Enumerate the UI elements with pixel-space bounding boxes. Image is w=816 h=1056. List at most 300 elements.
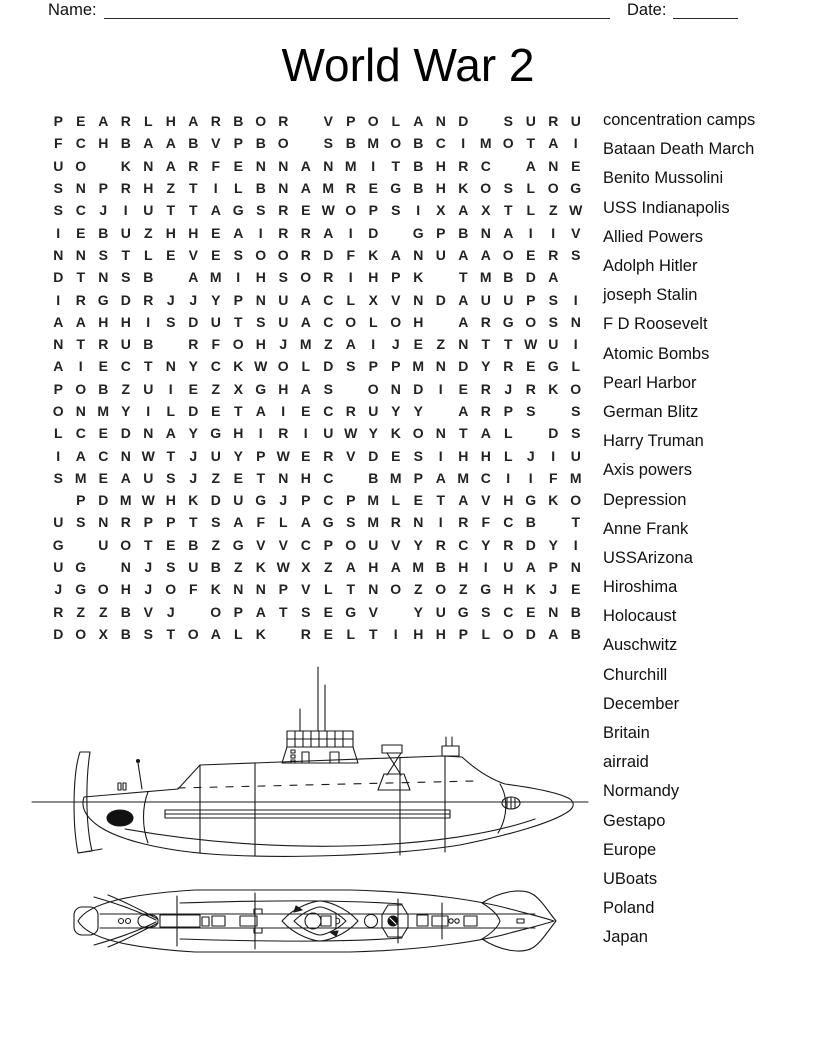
grid-cell: M	[344, 157, 357, 174]
grid-cell: O	[367, 113, 379, 130]
word-list	[603, 106, 755, 952]
grid-cell: I	[348, 269, 353, 286]
word-list-item: Allied Powers	[603, 227, 703, 246]
grid-cell: D	[435, 291, 446, 308]
grid-cell: L	[526, 180, 536, 197]
grid-cell: U	[188, 559, 199, 576]
grid-cell: R	[458, 514, 469, 531]
grid-cell: J	[549, 581, 558, 598]
grid-cell	[47, 489, 70, 511]
grid-cell: L	[391, 113, 401, 130]
grid-cell: D	[120, 291, 131, 308]
grid-cell	[272, 623, 295, 645]
grid-cell: I	[573, 336, 578, 353]
grid-cell: H	[458, 559, 469, 576]
grid-cell: I	[438, 514, 443, 531]
grid-cell: J	[279, 336, 288, 353]
grid-cell: E	[211, 224, 221, 241]
grid-cell: S	[526, 403, 536, 419]
grid-cell: T	[76, 336, 86, 353]
grid-cell: B	[435, 559, 446, 576]
grid-cell	[475, 110, 498, 132]
grid-cell: Y	[481, 358, 491, 375]
grid-cell: S	[548, 313, 558, 330]
grid-cell	[182, 601, 205, 623]
grid-cell: O	[75, 625, 87, 642]
grid-cell: L	[143, 113, 153, 130]
grid-cell: A	[458, 202, 469, 219]
grid-cell: N	[458, 336, 469, 353]
grid-cell: U	[143, 202, 154, 219]
grid-cell: D	[548, 425, 559, 442]
grid-cell: Z	[121, 380, 131, 397]
grid-cell: S	[571, 425, 581, 442]
grid-cell: T	[166, 447, 176, 464]
grid-cell: P	[233, 291, 243, 308]
grid-cell: S	[548, 291, 558, 308]
grid-cell: D	[120, 425, 131, 442]
grid-cell: R	[75, 291, 86, 308]
grid-cell: V	[368, 603, 378, 620]
grid-cell: S	[413, 447, 423, 464]
grid-cell: D	[525, 269, 536, 286]
grid-cell: R	[120, 180, 131, 197]
grid-cell: G	[97, 291, 109, 308]
grid-cell: R	[278, 425, 289, 442]
grid-cell: D	[188, 313, 199, 330]
grid-cell: Y	[188, 358, 198, 375]
grid-cell: L	[233, 625, 243, 642]
grid-cell: K	[525, 581, 536, 598]
grid-cell: U	[53, 559, 64, 576]
grid-cell: N	[75, 246, 86, 263]
grid-cell: S	[256, 313, 266, 330]
grid-cell: L	[166, 403, 176, 419]
grid-cell: N	[570, 559, 581, 576]
grid-cell: N	[480, 224, 491, 241]
grid-cell: J	[391, 336, 400, 353]
grid-cell: H	[188, 224, 199, 241]
grid-cell	[70, 534, 93, 556]
grid-cell: R	[188, 157, 199, 174]
grid-cell: U	[53, 157, 64, 174]
grid-cell: J	[166, 603, 175, 620]
grid-cell: N	[143, 157, 154, 174]
grid-cell: C	[480, 157, 491, 174]
grid-cell: P	[143, 514, 153, 531]
grid-cell: N	[53, 246, 64, 263]
grid-cell: R	[98, 336, 109, 353]
grid-cell: C	[323, 313, 334, 330]
grid-cell: R	[278, 224, 289, 241]
submarine-plan-view	[74, 890, 556, 952]
grid-cell: O	[345, 202, 357, 219]
grid-cell: V	[323, 113, 333, 130]
name-blank-line	[104, 18, 610, 19]
grid-cell: F	[548, 469, 558, 486]
grid-cell: K	[458, 180, 469, 197]
grid-cell: O	[75, 380, 87, 397]
grid-cell: I	[281, 403, 286, 419]
grid-cell: T	[458, 425, 468, 442]
grid-cell: L	[323, 581, 333, 598]
grid-cell: C	[75, 135, 86, 152]
grid-cell: N	[120, 447, 131, 464]
grid-cell: U	[143, 469, 154, 486]
grid-cell: Z	[458, 581, 468, 598]
grid-cell: E	[98, 425, 108, 442]
grid-cell: T	[166, 202, 176, 219]
grid-cell: T	[256, 469, 266, 486]
grid-cell: Z	[323, 336, 333, 353]
grid-cell: H	[165, 492, 176, 509]
grid-cell: M	[74, 469, 87, 486]
grid-cell: W	[321, 202, 335, 219]
grid-cell: I	[303, 425, 308, 442]
grid-cell: R	[480, 403, 491, 419]
grid-cell: G	[502, 313, 514, 330]
grid-cell: H	[255, 269, 266, 286]
grid-cell: F	[211, 336, 221, 353]
grid-cell: K	[188, 492, 199, 509]
grid-cell: L	[503, 425, 513, 442]
grid-cell	[340, 467, 363, 489]
grid-cell: T	[143, 358, 153, 375]
grid-cell	[542, 511, 565, 533]
grid-cell: M	[322, 180, 335, 197]
grid-cell: S	[166, 559, 176, 576]
grid-cell: B	[143, 269, 154, 286]
grid-cell: W	[569, 202, 583, 219]
grid-cell: D	[525, 536, 536, 553]
grid-cell: T	[526, 135, 536, 152]
grid-cell: T	[188, 514, 198, 531]
grid-cell: O	[300, 269, 312, 286]
grid-cell: C	[323, 291, 334, 308]
grid-cell: V	[391, 291, 401, 308]
grid-cell: I	[393, 625, 398, 642]
grid-cell: I	[146, 403, 151, 419]
grid-cell: L	[346, 291, 356, 308]
grid-cell: A	[480, 246, 491, 263]
grid-cell: E	[166, 246, 176, 263]
grid-cell: P	[346, 492, 356, 509]
grid-cell: S	[53, 469, 63, 486]
grid-cell: T	[391, 157, 401, 174]
grid-cell: P	[368, 358, 378, 375]
grid-cell: A	[210, 202, 221, 219]
grid-cell: T	[188, 202, 198, 219]
grid-cell: V	[481, 492, 491, 509]
grid-cell: M	[209, 269, 222, 286]
grid-cell: R	[548, 246, 559, 263]
grid-cell: T	[143, 536, 153, 553]
grid-cell: O	[232, 336, 244, 353]
grid-cell: A	[548, 625, 559, 642]
grid-cell: A	[458, 403, 469, 419]
word-list-item: concentration camps	[603, 111, 756, 130]
grid-cell: O	[570, 380, 582, 397]
grid-cell: R	[503, 536, 514, 553]
grid-cell: Z	[548, 202, 558, 219]
grid-cell: P	[98, 180, 108, 197]
grid-cell: O	[277, 358, 289, 375]
grid-cell: I	[551, 224, 556, 241]
grid-cell: X	[233, 380, 243, 397]
grid-cell: B	[210, 559, 221, 576]
word-list-item: Britain	[603, 724, 650, 743]
grid-cell: U	[278, 291, 289, 308]
grid-cell: N	[368, 581, 379, 598]
grid-cell: N	[98, 269, 109, 286]
grid-cell: I	[213, 180, 218, 197]
grid-cell: B	[345, 135, 356, 152]
grid-cell: L	[571, 358, 581, 375]
grid-cell: B	[233, 113, 244, 130]
grid-cell: U	[98, 536, 109, 553]
grid-cell: I	[371, 157, 376, 174]
grid-cell: O	[255, 113, 267, 130]
grid-cell: S	[571, 403, 581, 419]
grid-cell: J	[504, 380, 513, 397]
grid-cell: G	[457, 603, 469, 620]
grid-cell: H	[120, 313, 131, 330]
grid-cell: O	[570, 492, 582, 509]
grid-cell: E	[571, 581, 581, 598]
grid-cell: O	[187, 625, 199, 642]
grid-cell: S	[323, 135, 333, 152]
grid-cell: H	[435, 625, 446, 642]
grid-cell: O	[277, 246, 289, 263]
grid-cell: R	[435, 536, 446, 553]
grid-cell: K	[390, 425, 401, 442]
grid-cell: P	[256, 447, 266, 464]
grid-cell: T	[233, 403, 243, 419]
grid-cell: T	[368, 625, 378, 642]
grid-cell: R	[278, 202, 289, 219]
grid-cell: D	[323, 358, 334, 375]
grid-cell: L	[278, 514, 288, 531]
grid-cell: P	[53, 380, 63, 397]
grid-cell: C	[300, 536, 311, 553]
grid-cell: O	[412, 425, 424, 442]
grid-cell: N	[435, 358, 446, 375]
grid-cell: S	[503, 180, 513, 197]
grid-cell: G	[75, 559, 87, 576]
grid-cell	[520, 422, 543, 444]
grid-cell: S	[323, 380, 333, 397]
word-list-item: Gestapo	[603, 811, 666, 830]
grid-cell: R	[345, 180, 356, 197]
grid-cell	[385, 601, 408, 623]
grid-cell: E	[211, 246, 221, 263]
grid-cell: N	[548, 603, 559, 620]
grid-cell: D	[368, 447, 379, 464]
grid-cell: N	[413, 246, 424, 263]
grid-cell: I	[168, 380, 173, 397]
grid-cell: X	[301, 559, 311, 576]
grid-cell: K	[233, 358, 244, 375]
grid-cell: A	[458, 246, 469, 263]
grid-cell: O	[390, 313, 402, 330]
grid-cell: N	[255, 581, 266, 598]
grid-cell: D	[188, 403, 199, 419]
grid-cell: L	[526, 202, 536, 219]
grid-cell: S	[166, 469, 176, 486]
grid-cell: P	[166, 514, 176, 531]
grid-cell: V	[211, 135, 221, 152]
grid-cell: A	[458, 291, 469, 308]
grid-cell: O	[435, 581, 447, 598]
grid-cell: C	[210, 358, 221, 375]
grid-cell: C	[323, 403, 334, 419]
word-list-item: German Blitz	[603, 402, 699, 421]
grid-cell: C	[458, 536, 469, 553]
grid-cell: C	[98, 447, 109, 464]
word-list-item: joseph Stalin	[603, 286, 698, 305]
grid-cell: Z	[143, 224, 153, 241]
grid-cell: K	[255, 625, 266, 642]
word-list-item: Normandy	[603, 782, 680, 801]
grid-cell: L	[368, 313, 378, 330]
grid-cell: E	[233, 157, 243, 174]
grid-cell: B	[120, 135, 131, 152]
grid-cell: N	[120, 559, 131, 576]
grid-cell: N	[435, 113, 446, 130]
grid-cell: U	[210, 447, 221, 464]
grid-cell: A	[53, 358, 64, 375]
grid-cell: H	[503, 581, 514, 598]
grid-cell: B	[413, 135, 424, 152]
word-list-item: Japan	[603, 928, 648, 947]
grid-cell: R	[503, 358, 514, 375]
grid-cell: A	[233, 514, 244, 531]
grid-cell: A	[255, 603, 266, 620]
grid-cell: B	[413, 157, 424, 174]
grid-cell: H	[98, 135, 109, 152]
grid-cell	[92, 155, 115, 177]
grid-cell: C	[323, 492, 334, 509]
grid-cell: P	[323, 536, 333, 553]
word-list-item: Bataan Death March	[603, 140, 755, 159]
grid-cell: R	[53, 603, 64, 620]
grid-cell: P	[278, 581, 288, 598]
grid-cell: O	[480, 180, 492, 197]
grid-cell: B	[570, 603, 581, 620]
grid-cell: Z	[166, 180, 176, 197]
grid-cell: O	[345, 536, 357, 553]
grid-cell: K	[210, 581, 221, 598]
grid-cell: U	[503, 291, 514, 308]
grid-cell: E	[166, 536, 176, 553]
grid-cell: S	[346, 358, 356, 375]
grid-cell: M	[569, 469, 582, 486]
grid-cell: Y	[481, 536, 491, 553]
word-list-item: December	[603, 694, 680, 713]
grid-cell: Y	[413, 536, 423, 553]
grid-cell: Z	[233, 559, 243, 576]
grid-cell: A	[345, 336, 356, 353]
grid-cell: Z	[211, 536, 221, 553]
grid-cell: Y	[211, 291, 221, 308]
grid-cell: O	[367, 380, 379, 397]
grid-cell: I	[56, 447, 61, 464]
grid-cell: G	[232, 202, 244, 219]
grid-cell: V	[301, 581, 311, 598]
word-list-item: Harry Truman	[603, 432, 704, 451]
grid-cell: D	[458, 358, 469, 375]
submarine-side-view	[32, 667, 588, 856]
grid-cell: T	[278, 603, 288, 620]
grid-cell: S	[121, 269, 131, 286]
grid-cell: P	[53, 113, 63, 130]
grid-cell: A	[210, 625, 221, 642]
grid-cell	[565, 266, 588, 288]
grid-cell: W	[524, 336, 538, 353]
grid-cell: A	[458, 492, 469, 509]
word-list-item: UBoats	[603, 869, 658, 888]
grid-cell: U	[120, 224, 131, 241]
grid-cell: M	[412, 559, 425, 576]
grid-cell: U	[435, 246, 446, 263]
grid-cell: T	[481, 336, 491, 353]
grid-cell: G	[322, 514, 334, 531]
grid-cell: A	[255, 403, 266, 419]
grid-cell: S	[301, 603, 311, 620]
grid-cell: G	[210, 425, 222, 442]
grid-cell: V	[256, 536, 266, 553]
grid-cell: E	[526, 603, 536, 620]
grid-cell: E	[391, 447, 401, 464]
grid-cell: N	[548, 157, 559, 174]
grid-cell: I	[438, 380, 443, 397]
grid-cell: F	[188, 581, 198, 598]
grid-cell: M	[119, 492, 132, 509]
grid-cell: I	[438, 447, 443, 464]
grid-cell: M	[367, 514, 380, 531]
grid-cell: E	[571, 157, 581, 174]
grid-cell: I	[416, 202, 421, 219]
grid-cell: U	[143, 380, 154, 397]
grid-cell: R	[548, 113, 559, 130]
grid-cell: X	[368, 291, 378, 308]
grid-cell: I	[528, 469, 533, 486]
grid-cell: M	[389, 469, 402, 486]
grid-cell: S	[166, 313, 176, 330]
grid-cell: D	[458, 113, 469, 130]
grid-cell: E	[301, 202, 311, 219]
grid-cell: J	[526, 447, 535, 464]
grid-cell: B	[413, 180, 424, 197]
grid-cell: W	[344, 425, 358, 442]
grid-cell: G	[547, 358, 559, 375]
grid-cell: A	[480, 425, 491, 442]
grid-cell: H	[255, 336, 266, 353]
grid-cell: N	[323, 157, 334, 174]
grid-cell: E	[76, 224, 86, 241]
grid-cell: N	[570, 313, 581, 330]
grid-cell: B	[525, 514, 536, 531]
grid-cell: I	[573, 135, 578, 152]
grid-cell: O	[277, 135, 289, 152]
grid-cell: R	[458, 157, 469, 174]
grid-cell: B	[188, 135, 199, 152]
grid-cell: H	[368, 559, 379, 576]
grid-cell: D	[323, 246, 334, 263]
grid-cell: N	[390, 380, 401, 397]
grid-cell: N	[165, 358, 176, 375]
grid-cell: N	[278, 157, 289, 174]
